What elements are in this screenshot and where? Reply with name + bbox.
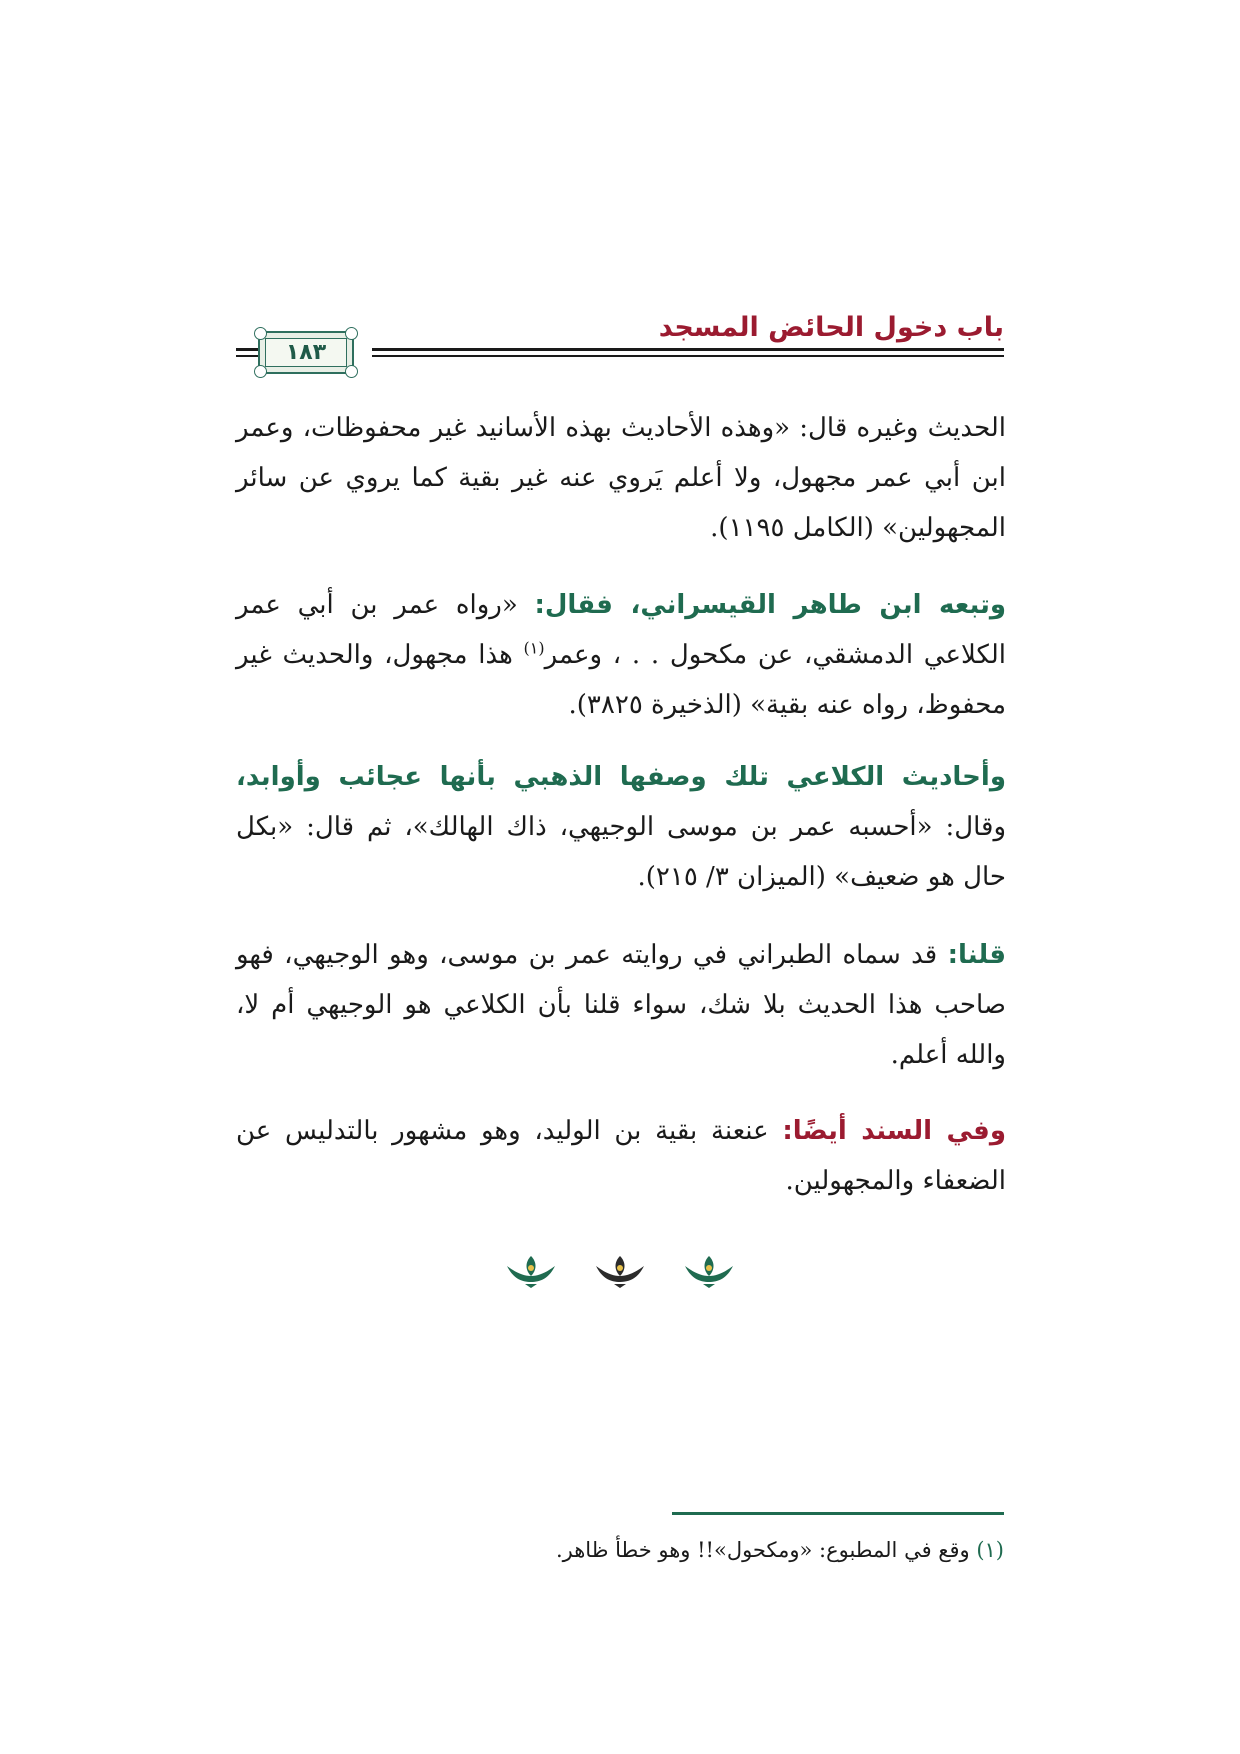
floral-ornament-icon [681,1252,737,1288]
floral-ornament-icon [592,1252,648,1288]
paragraph-text [236,930,1006,1080]
paragraph-body: وقال: «أحسبه عمر بن موسى الوجيهي، ذاك الهالك»، ثم قال: «بكل حال هو ضعيف» (الميزان ٣/ ٢١٥). [236,812,1006,892]
paragraph-lead: قلنا: [947,940,1006,970]
paragraph-lead: وأحاديث الكلاعي تلك وصفها الذهبي بأنها عجائب وأوابد، [236,762,1006,792]
paragraph-4 [236,930,1006,1080]
corner-ornament-icon [254,327,267,340]
footnote [556,1530,1004,1570]
header-rule-left-thin [236,355,260,357]
paragraph-text [236,1106,1006,1206]
paragraph-5 [236,1106,1006,1206]
paragraph-1 [236,403,1006,553]
floral-ornament-icon [503,1252,559,1288]
page-number: ١٨٣ [285,340,327,365]
paragraph-body: عنعنة بقية بن الوليد، وهو مشهور بالتدليس عن الضعفاء والمجهولين. [236,1116,1006,1196]
paragraph-body-continued: هذا مجهول، والحديث غير محفوظ، رواه عنه بقية» (الذخيرة ٣٨٢٥). [236,640,1006,720]
paragraph-body: قد سماه الطبراني في روايته عمر بن موسى، وهو الوجيهي، فهو صاحب هذا الحديث بلا شك، سواء قلنا بأن الكلاعي هو الوجيهي أم لا، والله أعلم. [236,940,1006,1070]
footnote-reference[interactable]: (١) [523,638,545,658]
paragraph-text [236,752,1006,902]
corner-ornament-icon [345,327,358,340]
header-rule-thin [372,355,1004,357]
paragraph-3 [236,752,1006,902]
paragraph-2 [236,580,1006,730]
header-rule-left [236,348,260,351]
paragraph-text: الحديث وغيره قال: «وهذه الأحاديث بهذه الأسانيد غير محفوظات، وعمر ابن أبي عمر مجهول، ولا أعلم يَروي عنه غير بقية كما يروي عن سائر المجهولين» (الكامل ١١٩٥). [236,413,1006,543]
paragraph-lead: وفي السند أيضًا: [782,1116,1006,1146]
footnote-text: وقع في المطبوع: «ومكحول»!! وهو خطأ ظاهر. [555,1538,977,1562]
footnote-marker: (١) [976,1538,1004,1562]
paragraph-text [236,580,1006,730]
chapter-title: باب دخول الحائض المسجد [658,312,1004,343]
paragraph-lead: وتبعه ابن طاهر القيسراني، فقال: [534,590,1006,620]
page-number-badge [258,331,354,374]
section-divider-ornaments [0,1252,1240,1292]
header-rule [372,348,1004,351]
corner-ornament-icon [254,365,267,378]
footnote-separator [672,1512,1004,1515]
paragraph-body: «رواه عمر بن أبي عمر الكلاعي الدمشقي، عن مكحول . . ، وعمر [236,590,1006,670]
corner-ornament-icon [345,365,358,378]
